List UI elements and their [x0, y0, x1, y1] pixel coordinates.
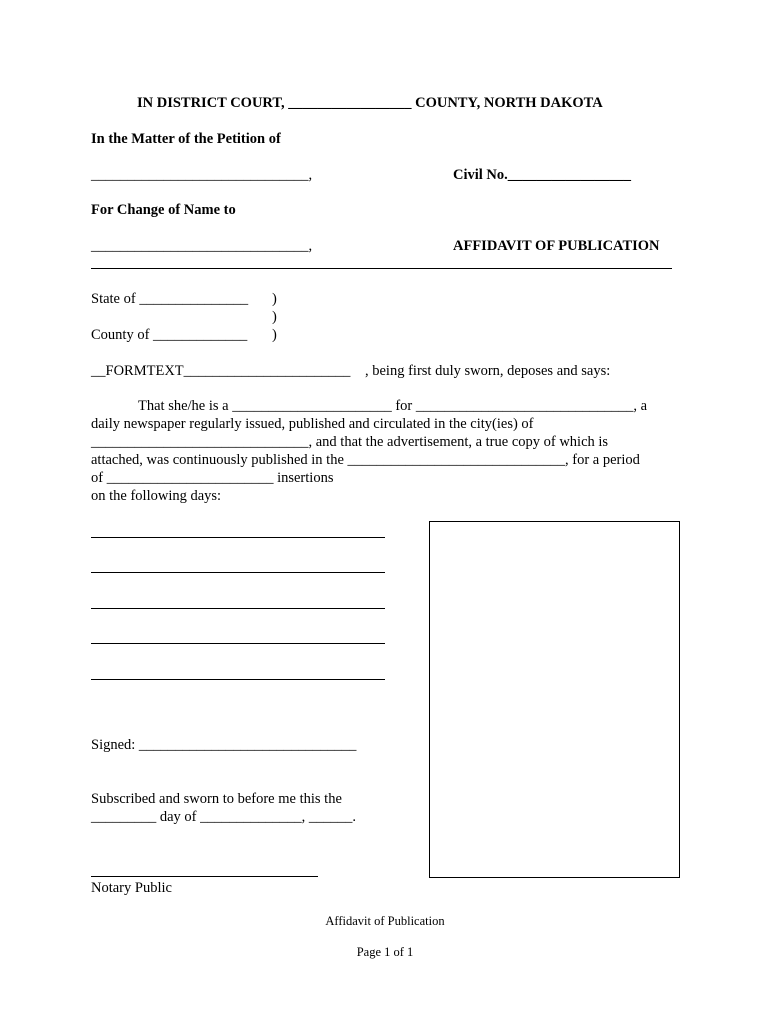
venue-bracket: ) [272, 309, 277, 325]
page-number: Page 1 of 1 [356, 945, 414, 959]
change-of-name-caption: For Change of Name to [91, 202, 236, 218]
body-line: of _______________________ insertions [91, 470, 334, 486]
sworn-statement: , being first duly sworn, deposes and says: [365, 363, 611, 379]
publication-date-line[interactable] [91, 608, 385, 609]
jurat-date-line[interactable]: _________ day of ______________, ______. [91, 809, 357, 825]
body-line: daily newspaper regularly issued, published and circulated in the city(ies) of [91, 416, 534, 432]
notary-signature-line[interactable] [91, 876, 318, 877]
body-line: on the following days: [91, 488, 222, 504]
page-heading: IN DISTRICT COURT, _________________ COUNTY, NORTH DAKOTA [137, 95, 603, 111]
body-line: That she/he is a ______________________ for ______________________________, a [138, 398, 648, 414]
notary-label: Notary Public [91, 880, 172, 896]
petitioner-name-line[interactable]: ______________________________, [91, 167, 313, 183]
footer-title: Affidavit of Publication [325, 914, 445, 928]
body-line: ______________________________, and that the advertisement, a true copy of which is [91, 434, 609, 450]
new-name-line[interactable]: ______________________________, [91, 238, 313, 254]
venue-bracket: ) [272, 327, 277, 343]
caption-divider [91, 268, 672, 269]
document-title: AFFIDAVIT OF PUBLICATION [453, 238, 660, 254]
body-line: attached, was continuously published in the ______________________________, for a period [91, 452, 640, 468]
publication-date-line[interactable] [91, 537, 385, 538]
publication-date-line[interactable] [91, 643, 385, 644]
advertisement-copy-box [429, 521, 680, 878]
matter-caption: In the Matter of the Petition of [91, 131, 281, 147]
state-field[interactable]: State of _______________ [91, 291, 249, 307]
jurat-line: Subscribed and sworn to before me this the [91, 791, 342, 807]
publication-date-line[interactable] [91, 572, 385, 573]
county-field[interactable]: County of _____________ [91, 327, 248, 343]
affiant-name-field[interactable]: __FORMTEXT_______________________ [91, 363, 351, 379]
publication-date-line[interactable] [91, 679, 385, 680]
signature-line[interactable]: Signed: ______________________________ [91, 737, 357, 753]
civil-number-field[interactable]: Civil No._________________ [453, 167, 632, 183]
venue-bracket: ) [272, 291, 277, 307]
